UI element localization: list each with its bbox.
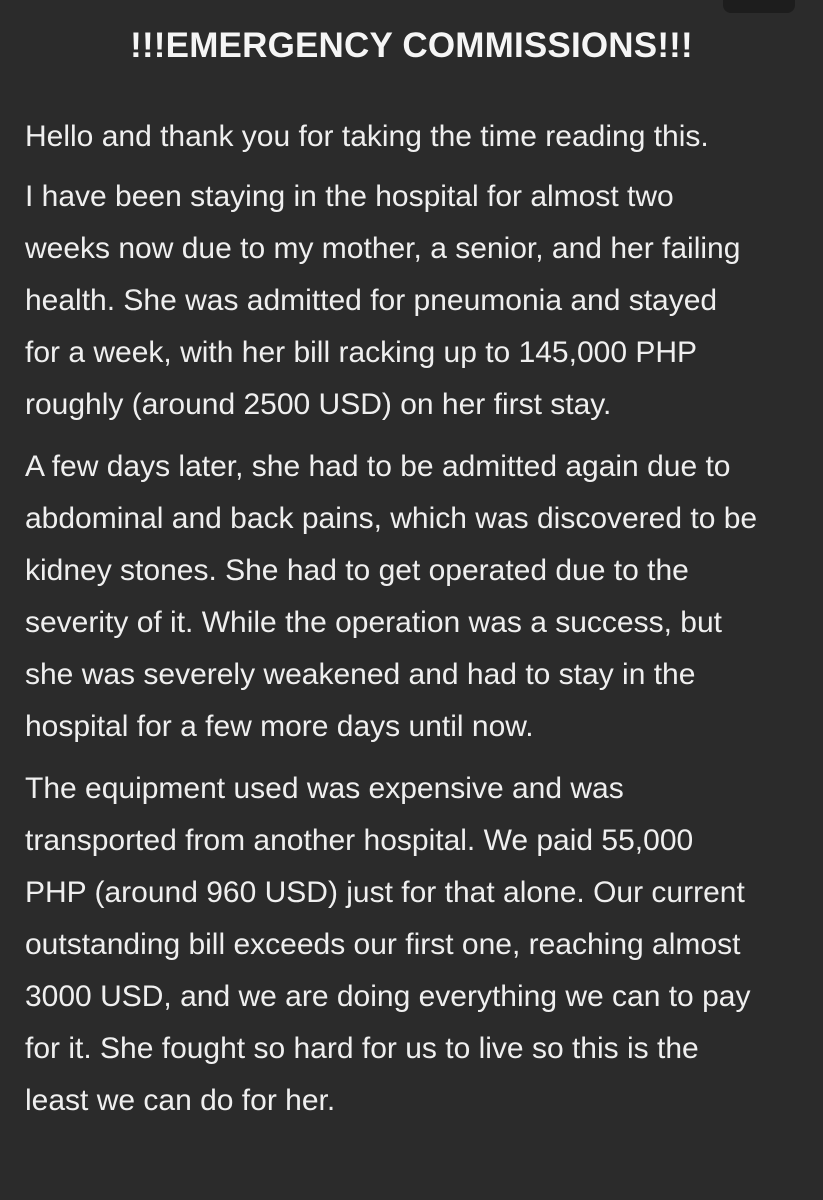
text-line: roughly (around 2500 USD) on her first stay. bbox=[25, 388, 612, 421]
text-line: abdominal and back pains, which was discovered to be bbox=[25, 502, 758, 535]
post-body bbox=[25, 111, 817, 1137]
text-line: The equipment used was expensive and was bbox=[25, 772, 624, 805]
paragraph-greeting bbox=[25, 111, 817, 163]
text-line: for a week, with her bill racking up to 145,000 PHP bbox=[25, 336, 698, 369]
text-line: PHP (around 960 USD) just for that alone. Our current bbox=[25, 876, 745, 909]
top-corner-button[interactable] bbox=[723, 0, 795, 13]
text-line: I have been staying in the hospital for almost two bbox=[25, 180, 674, 213]
text-line: health. She was admitted for pneumonia and stayed bbox=[25, 284, 718, 317]
text-line: severity of it. While the operation was a success, but bbox=[25, 606, 722, 639]
text-line: for it. She fought so hard for us to live so this is the bbox=[25, 1032, 699, 1065]
text-line: A few days later, she had to be admitted again due to bbox=[25, 450, 731, 483]
text-line: least we can do for her. bbox=[25, 1084, 336, 1117]
paragraph-hospital-stay bbox=[25, 171, 817, 431]
text-line: she was severely weakened and had to stay in the bbox=[25, 658, 696, 691]
text-line: weeks now due to my mother, a senior, and her failing bbox=[25, 232, 741, 265]
text-line: hospital for a few more days until now. bbox=[25, 710, 534, 743]
paragraph-readmission bbox=[25, 441, 817, 753]
page-title: !!!EMERGENCY COMMISSIONS!!! bbox=[130, 26, 693, 65]
text-line: 3000 USD, and we are doing everything we can to pay bbox=[25, 980, 751, 1013]
text-line: outstanding bill exceeds our first one, reaching almost bbox=[25, 928, 741, 961]
paragraph-equipment-costs bbox=[25, 763, 817, 1127]
text-line: kidney stones. She had to get operated due to the bbox=[25, 554, 689, 587]
text-line: transported from another hospital. We paid 55,000 bbox=[25, 824, 694, 857]
text-line: Hello and thank you for taking the time reading this. bbox=[25, 120, 709, 153]
